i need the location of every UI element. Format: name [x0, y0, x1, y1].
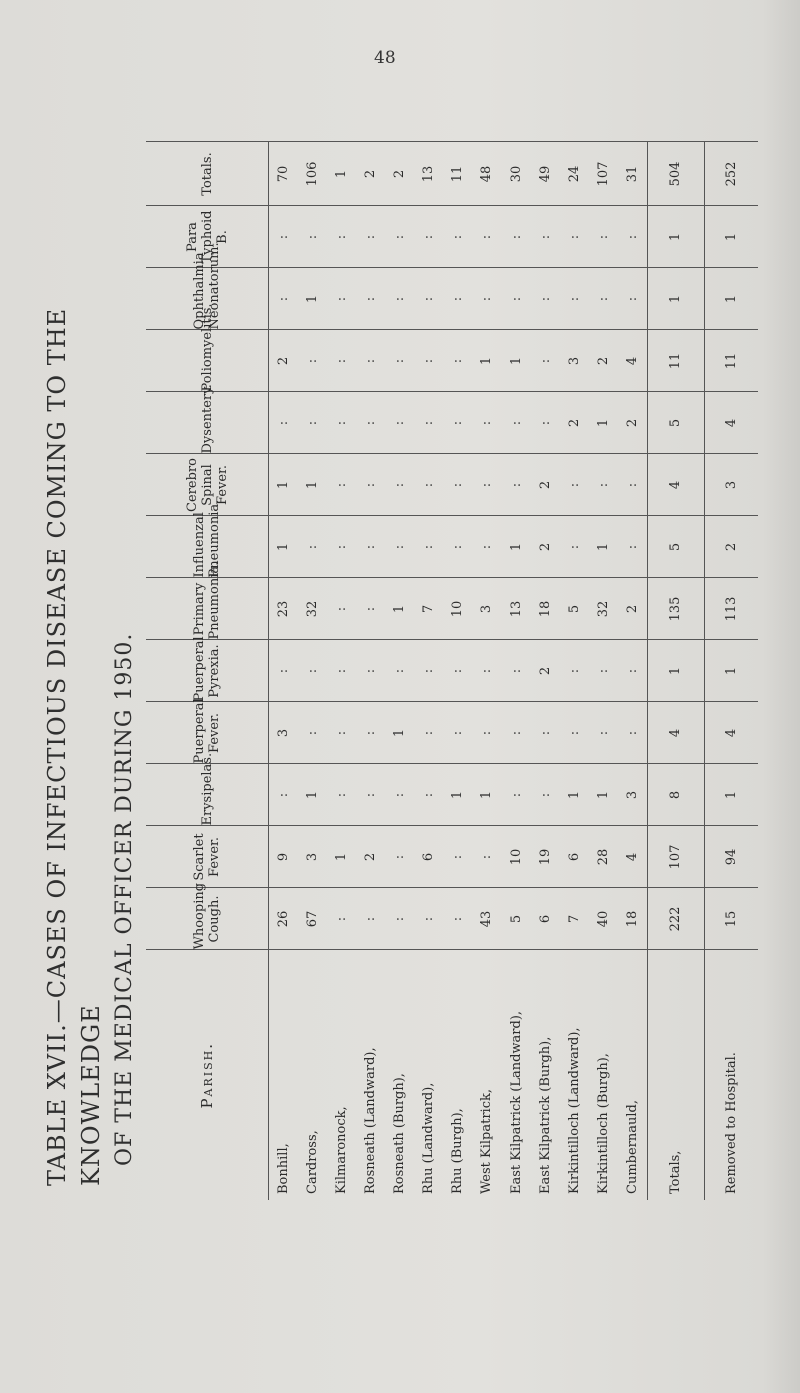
case-count-cell: :: [414, 454, 443, 516]
case-count-cell: 1: [298, 268, 327, 330]
header-scarlet-fever: Scarlet Fever.: [146, 826, 269, 888]
row-total-cell: 252: [704, 142, 758, 206]
case-count-cell: :: [560, 454, 589, 516]
case-count-cell: :: [472, 454, 501, 516]
rotated-table-page: [40, 140, 740, 1200]
case-count-cell: :: [443, 330, 472, 392]
case-count-cell: :: [356, 330, 385, 392]
case-count-cell: 2: [531, 516, 560, 578]
parish-name: [472, 950, 501, 1200]
header-erysipelas: Erysipelas.: [146, 764, 269, 826]
case-count-cell: 1: [298, 454, 327, 516]
case-count-cell: :: [472, 516, 501, 578]
case-count-cell: :: [356, 206, 385, 268]
case-count-cell: :: [385, 764, 414, 826]
case-count-cell: 1: [269, 516, 299, 578]
case-count-cell: 4: [647, 702, 704, 764]
parish-name: [298, 950, 327, 1200]
case-count-cell: 2: [618, 578, 648, 640]
header-poliomyelitis: Poliomyelitis.: [146, 330, 269, 392]
parish-label: Cumbernauld,: [624, 1100, 640, 1194]
row-total-cell: 31: [618, 142, 648, 206]
row-total-cell: 107: [589, 142, 618, 206]
table-row: [385, 142, 414, 1200]
parish-label: Cardross,: [305, 1130, 321, 1194]
case-count-cell: :: [298, 516, 327, 578]
parish-label: Kirkintilloch (Burgh),: [595, 1053, 611, 1194]
table-row: [327, 142, 356, 1200]
case-count-cell: :: [414, 516, 443, 578]
case-count-cell: :: [443, 640, 472, 702]
case-count-cell: 10: [502, 826, 531, 888]
case-count-cell: :: [327, 516, 356, 578]
case-count-cell: :: [618, 702, 648, 764]
case-count-cell: :: [443, 268, 472, 330]
parish-label: Kilmaronock,: [334, 1106, 350, 1194]
case-count-cell: 4: [704, 392, 758, 454]
case-count-cell: 9: [269, 826, 299, 888]
case-count-cell: 10: [443, 578, 472, 640]
header-influenzal-pneumonia: Influenzal Pneumonia.: [146, 516, 269, 578]
case-count-cell: 6: [531, 888, 560, 950]
row-total-cell: 1: [327, 142, 356, 206]
case-count-cell: :: [618, 268, 648, 330]
case-count-cell: 3: [269, 702, 299, 764]
case-count-cell: :: [269, 764, 299, 826]
case-count-cell: :: [356, 268, 385, 330]
case-count-cell: :: [414, 888, 443, 950]
parish-label: West Kilpatrick,: [479, 1088, 495, 1194]
case-count-cell: 1: [472, 764, 501, 826]
header-puerperal-pyrexia: Puerperal Pyrexia.: [146, 640, 269, 702]
parish-name: [502, 950, 531, 1200]
parish-label: Rosneath (Landward),: [363, 1047, 379, 1194]
case-count-cell: 3: [298, 826, 327, 888]
case-count-cell: 32: [589, 578, 618, 640]
case-count-cell: :: [472, 640, 501, 702]
case-count-cell: :: [618, 206, 648, 268]
case-count-cell: :: [298, 392, 327, 454]
case-count-cell: :: [560, 702, 589, 764]
case-count-cell: :: [443, 888, 472, 950]
parish-name: [327, 950, 356, 1200]
case-count-cell: :: [385, 330, 414, 392]
case-count-cell: 2: [618, 392, 648, 454]
case-count-cell: 8: [647, 764, 704, 826]
case-count-cell: :: [531, 392, 560, 454]
parish-name: [356, 950, 385, 1200]
case-count-cell: :: [618, 516, 648, 578]
binding-shadow: [762, 0, 800, 1393]
case-count-cell: 5: [647, 392, 704, 454]
row-total-cell: 70: [269, 142, 299, 206]
row-total-cell: 48: [472, 142, 501, 206]
case-count-cell: :: [327, 454, 356, 516]
case-count-cell: 6: [414, 826, 443, 888]
case-count-cell: :: [502, 206, 531, 268]
case-count-cell: :: [327, 764, 356, 826]
parish-label: Removed to Hospital.: [723, 1052, 739, 1194]
case-count-cell: :: [356, 392, 385, 454]
case-count-cell: 1: [560, 764, 589, 826]
case-count-cell: 1: [647, 640, 704, 702]
case-count-cell: 3: [618, 764, 648, 826]
case-count-cell: :: [356, 454, 385, 516]
case-count-cell: 4: [618, 826, 648, 888]
case-count-cell: 18: [531, 578, 560, 640]
table-row: [298, 142, 327, 1200]
page-number: 48: [374, 48, 396, 68]
parish-label: Totals,: [668, 1150, 684, 1194]
case-count-cell: :: [356, 702, 385, 764]
totals-row: [647, 142, 704, 1200]
parish-name: [589, 950, 618, 1200]
case-count-cell: :: [269, 392, 299, 454]
case-count-cell: :: [385, 826, 414, 888]
case-count-cell: :: [589, 268, 618, 330]
header-primary-pneumonia: Primary Pneumonia.: [146, 578, 269, 640]
case-count-cell: 40: [589, 888, 618, 950]
case-count-cell: :: [472, 392, 501, 454]
case-count-cell: 7: [414, 578, 443, 640]
row-total-cell: 24: [560, 142, 589, 206]
case-count-cell: :: [531, 206, 560, 268]
case-count-cell: 1: [704, 206, 758, 268]
case-count-cell: :: [327, 392, 356, 454]
case-count-cell: :: [327, 640, 356, 702]
case-count-cell: :: [531, 702, 560, 764]
case-count-cell: :: [327, 206, 356, 268]
case-count-cell: 222: [647, 888, 704, 950]
case-count-cell: :: [385, 888, 414, 950]
case-count-cell: :: [502, 392, 531, 454]
case-count-cell: :: [443, 206, 472, 268]
case-count-cell: :: [531, 268, 560, 330]
case-count-cell: :: [385, 454, 414, 516]
table-title: [40, 140, 142, 1200]
case-count-cell: 2: [704, 516, 758, 578]
parish-name: [618, 950, 648, 1200]
case-count-cell: 2: [356, 826, 385, 888]
case-count-cell: :: [618, 454, 648, 516]
header-puerperal-fever: Puerperal Fever.: [146, 702, 269, 764]
parish-name: [414, 950, 443, 1200]
parish-name: [647, 950, 704, 1200]
case-count-cell: 113: [704, 578, 758, 640]
case-count-cell: :: [356, 578, 385, 640]
case-count-cell: :: [327, 268, 356, 330]
case-count-cell: :: [385, 392, 414, 454]
case-count-cell: :: [298, 640, 327, 702]
header-ophthalmia-neonatorum: Ophthalmia Neonatorum.: [146, 268, 269, 330]
case-count-cell: 1: [327, 826, 356, 888]
case-count-cell: 43: [472, 888, 501, 950]
header-totals: Totals.: [146, 142, 269, 206]
case-count-cell: :: [414, 392, 443, 454]
header-dysentery: Dysentery.: [146, 392, 269, 454]
case-count-cell: :: [443, 454, 472, 516]
case-count-cell: :: [618, 640, 648, 702]
case-count-cell: 7: [560, 888, 589, 950]
case-count-cell: :: [298, 702, 327, 764]
case-count-cell: :: [327, 578, 356, 640]
case-count-cell: 1: [298, 764, 327, 826]
case-count-cell: :: [589, 702, 618, 764]
case-count-cell: :: [589, 640, 618, 702]
case-count-cell: 1: [385, 578, 414, 640]
case-count-cell: 1: [502, 516, 531, 578]
row-total-cell: 106: [298, 142, 327, 206]
case-count-cell: 4: [618, 330, 648, 392]
case-count-cell: :: [269, 640, 299, 702]
case-count-cell: :: [531, 764, 560, 826]
case-count-cell: :: [472, 268, 501, 330]
table-row: [531, 142, 560, 1200]
case-count-cell: 19: [531, 826, 560, 888]
case-count-cell: 2: [589, 330, 618, 392]
case-count-cell: 1: [704, 764, 758, 826]
table-row: [618, 142, 648, 1200]
case-count-cell: :: [443, 392, 472, 454]
case-count-cell: :: [472, 702, 501, 764]
case-count-cell: 94: [704, 826, 758, 888]
case-count-cell: :: [414, 268, 443, 330]
case-count-cell: :: [414, 702, 443, 764]
case-count-cell: :: [502, 640, 531, 702]
table-body: [269, 142, 759, 1200]
row-total-cell: 49: [531, 142, 560, 206]
title-line-1: TABLE XVII.—CASES OF INFECTIOUS DISEASE COMING TO THE KNOWLEDGE: [43, 307, 105, 1186]
case-count-cell: 1: [589, 764, 618, 826]
header-para-typhoid-b: Para Typhoid B.: [146, 206, 269, 268]
case-count-cell: :: [385, 640, 414, 702]
case-count-cell: 13: [502, 578, 531, 640]
row-total-cell: 13: [414, 142, 443, 206]
removed-to-hospital-row: [704, 142, 758, 1200]
case-count-cell: 3: [472, 578, 501, 640]
case-count-cell: :: [385, 516, 414, 578]
case-count-cell: 2: [560, 392, 589, 454]
case-count-cell: 3: [704, 454, 758, 516]
case-count-cell: :: [356, 764, 385, 826]
case-count-cell: 1: [704, 640, 758, 702]
case-count-cell: 1: [385, 702, 414, 764]
case-count-cell: 67: [298, 888, 327, 950]
table-row: [356, 142, 385, 1200]
case-count-cell: 32: [298, 578, 327, 640]
parish-label: Rhu (Burgh),: [450, 1108, 466, 1194]
case-count-cell: 2: [269, 330, 299, 392]
row-total-cell: 504: [647, 142, 704, 206]
case-count-cell: 18: [618, 888, 648, 950]
table-row: [414, 142, 443, 1200]
case-count-cell: :: [443, 702, 472, 764]
table-row: [560, 142, 589, 1200]
parish-name: [531, 950, 560, 1200]
case-count-cell: :: [472, 826, 501, 888]
parish-name: [385, 950, 414, 1200]
case-count-cell: 1: [443, 764, 472, 826]
case-count-cell: :: [502, 454, 531, 516]
case-count-cell: 2: [531, 640, 560, 702]
case-count-cell: 5: [502, 888, 531, 950]
case-count-cell: 4: [647, 454, 704, 516]
case-count-cell: 135: [647, 578, 704, 640]
table-row: [269, 142, 299, 1200]
table-row: [443, 142, 472, 1200]
row-total-cell: 11: [443, 142, 472, 206]
row-total-cell: 2: [385, 142, 414, 206]
case-count-cell: 11: [704, 330, 758, 392]
table-row: [589, 142, 618, 1200]
case-count-cell: :: [385, 268, 414, 330]
case-count-cell: :: [502, 702, 531, 764]
header-whooping-cough: Whooping Cough.: [146, 888, 269, 950]
case-count-cell: :: [298, 330, 327, 392]
parish-label: East Kilpatrick (Landward),: [508, 1010, 524, 1194]
case-count-cell: 28: [589, 826, 618, 888]
infectious-disease-table: [146, 142, 758, 1201]
case-count-cell: :: [502, 268, 531, 330]
parish-name: [269, 950, 299, 1200]
case-count-cell: :: [356, 640, 385, 702]
row-total-cell: 30: [502, 142, 531, 206]
case-count-cell: 1: [269, 454, 299, 516]
case-count-cell: 5: [647, 516, 704, 578]
case-count-cell: :: [327, 888, 356, 950]
case-count-cell: 23: [269, 578, 299, 640]
case-count-cell: 15: [704, 888, 758, 950]
table-row: [472, 142, 501, 1200]
case-count-cell: :: [385, 206, 414, 268]
case-count-cell: 3: [560, 330, 589, 392]
case-count-cell: 26: [269, 888, 299, 950]
case-count-cell: :: [531, 330, 560, 392]
title-line-2: OF THE MEDICAL OFFICER DURING 1950.: [112, 632, 137, 1166]
case-count-cell: :: [560, 268, 589, 330]
case-count-cell: 1: [704, 268, 758, 330]
case-count-cell: :: [414, 640, 443, 702]
case-count-cell: :: [327, 702, 356, 764]
case-count-cell: :: [356, 516, 385, 578]
header-cerebro-spinal-fever: Cerebro Spinal Fever.: [146, 454, 269, 516]
case-count-cell: 1: [589, 392, 618, 454]
parish-label: East Kilpatrick (Burgh),: [537, 1036, 553, 1194]
case-count-cell: :: [472, 206, 501, 268]
case-count-cell: :: [298, 206, 327, 268]
case-count-cell: :: [443, 516, 472, 578]
case-count-cell: :: [414, 206, 443, 268]
case-count-cell: :: [560, 206, 589, 268]
case-count-cell: 1: [647, 206, 704, 268]
case-count-cell: :: [356, 888, 385, 950]
case-count-cell: :: [269, 268, 299, 330]
case-count-cell: :: [327, 330, 356, 392]
case-count-cell: :: [589, 206, 618, 268]
case-count-cell: 11: [647, 330, 704, 392]
case-count-cell: :: [502, 764, 531, 826]
case-count-cell: 1: [647, 268, 704, 330]
table-row: [502, 142, 531, 1200]
case-count-cell: 1: [502, 330, 531, 392]
case-count-cell: 6: [560, 826, 589, 888]
case-count-cell: 2: [531, 454, 560, 516]
case-count-cell: :: [560, 640, 589, 702]
case-count-cell: 107: [647, 826, 704, 888]
case-count-cell: 1: [589, 516, 618, 578]
case-count-cell: :: [560, 516, 589, 578]
case-count-cell: 1: [472, 330, 501, 392]
parish-name: [443, 950, 472, 1200]
parish-label: Bonhill,: [276, 1143, 292, 1194]
case-count-cell: :: [414, 330, 443, 392]
parish-name: [704, 950, 758, 1200]
case-count-cell: :: [443, 826, 472, 888]
parish-label: Rhu (Landward),: [421, 1082, 437, 1194]
case-count-cell: :: [269, 206, 299, 268]
case-count-cell: 4: [704, 702, 758, 764]
row-total-cell: 2: [356, 142, 385, 206]
case-count-cell: :: [589, 454, 618, 516]
parish-label: Rosneath (Burgh),: [392, 1073, 408, 1194]
header-parish: Parish.: [146, 950, 269, 1200]
header-row: [146, 142, 269, 1200]
parish-label: Kirkintilloch (Landward),: [566, 1027, 582, 1194]
parish-name: [560, 950, 589, 1200]
case-count-cell: :: [414, 764, 443, 826]
case-count-cell: 5: [560, 578, 589, 640]
